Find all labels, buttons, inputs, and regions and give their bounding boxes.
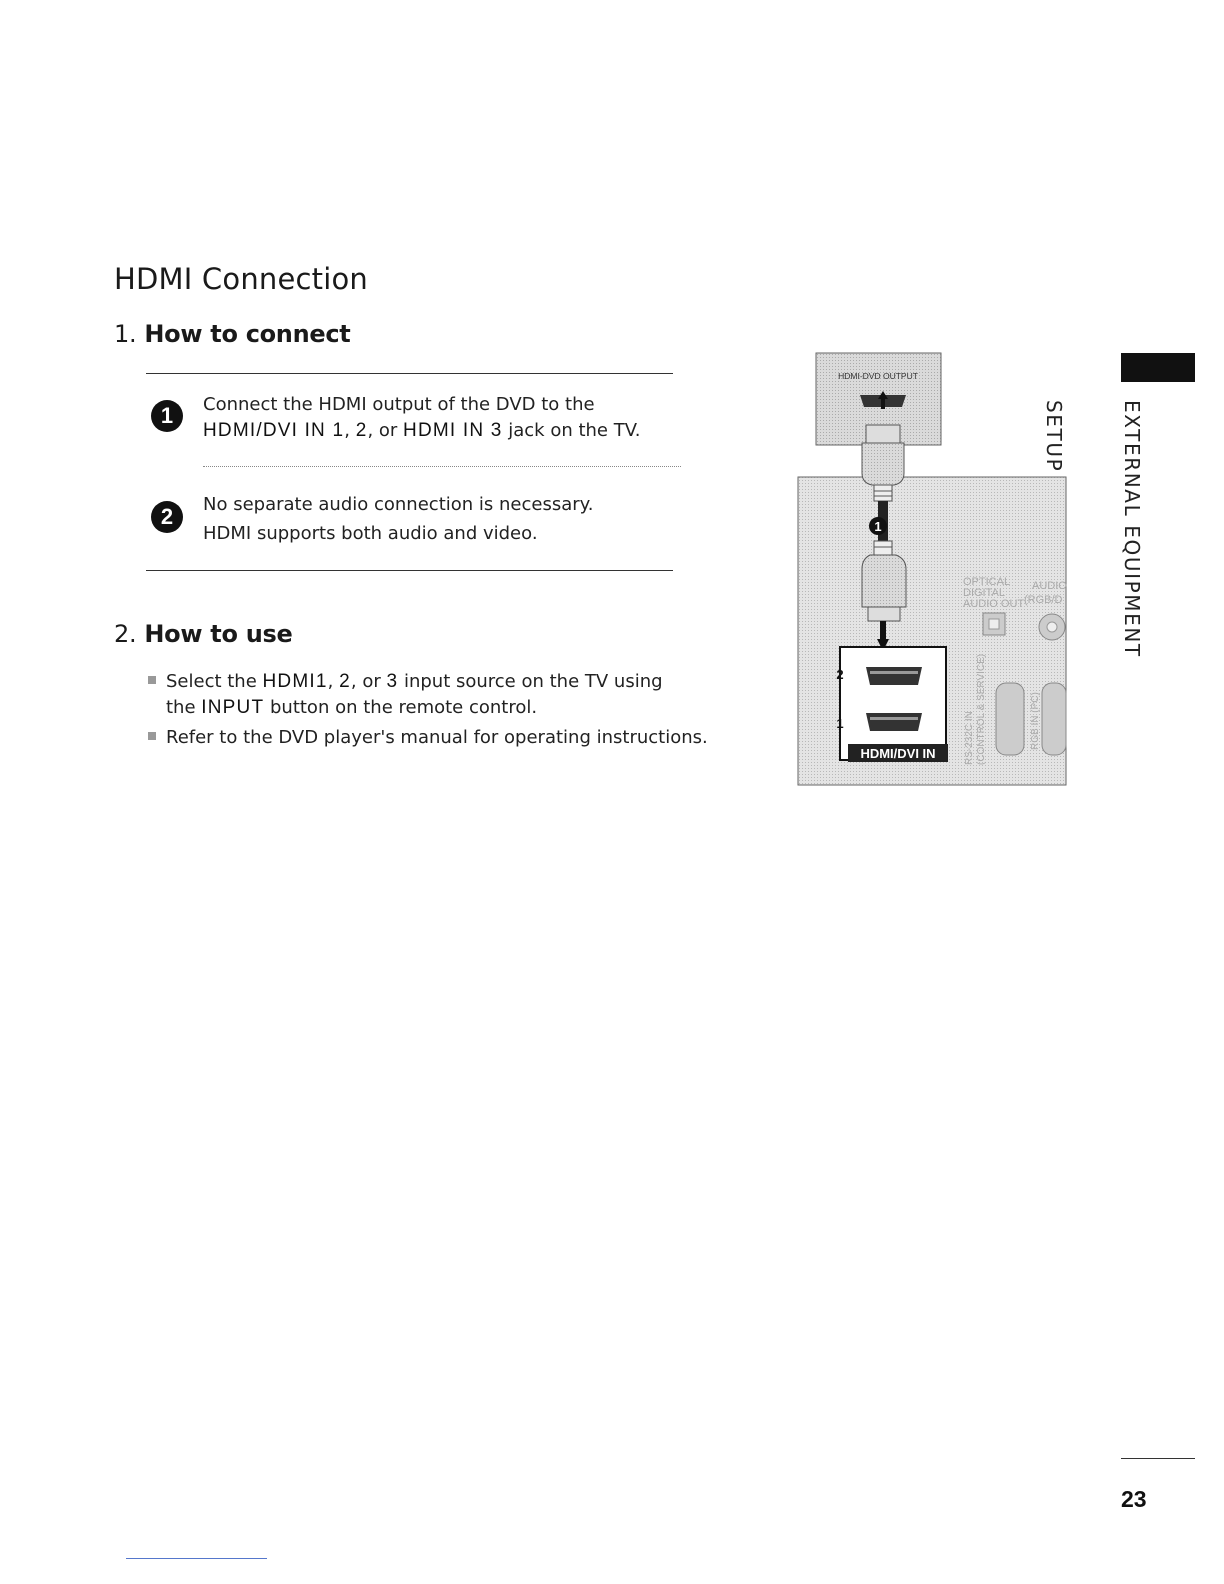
step-marker-2: 2	[151, 501, 183, 533]
hdmi-in-keyword: HDMI IN 3	[403, 420, 503, 441]
bullet-square-icon	[148, 732, 156, 740]
page-number: 23	[1121, 1486, 1147, 1512]
rs232-label: RS-232C IN	[964, 711, 975, 765]
dotted-separator	[203, 466, 681, 467]
svg-text:OPTICAL: OPTICAL	[963, 576, 1011, 588]
list-item-continuation: the INPUT button on the remote control.	[166, 697, 538, 718]
svg-text:DIGITAL: DIGITAL	[963, 587, 1005, 599]
rgb-label: RGB IN (PC)	[1030, 692, 1041, 750]
footer-underline	[126, 1558, 267, 1559]
section-number: 2.	[114, 620, 137, 648]
svg-text:AUDIO: AUDIO	[1032, 580, 1067, 592]
section-heading-text: How to use	[144, 620, 293, 648]
input-keyword: INPUT	[201, 697, 265, 718]
step-2-line-1: No separate audio connection is necessary.	[203, 494, 594, 515]
dvd-output-label: HDMI-DVD OUTPUT	[838, 371, 918, 381]
list-item: Select the HDMI1, 2, or 3 input source on the TV using	[148, 669, 663, 695]
step-1-line-1: Connect the HDMI output of the DVD to the	[203, 394, 595, 415]
step-2-line-2: HDMI supports both audio and video.	[203, 523, 538, 544]
section-heading-connect	[114, 320, 350, 348]
port-1-label: 1	[836, 716, 844, 731]
step-marker-1: 1	[151, 400, 183, 432]
divider-bottom	[146, 570, 673, 571]
hdmi-port-2	[866, 667, 922, 685]
section-heading-use	[114, 620, 292, 648]
cable-step-marker-label: 1	[874, 519, 882, 534]
port-2-label: 2	[836, 667, 844, 682]
hdmi-dvi-in-label: HDMI/DVI IN	[860, 746, 936, 761]
rs232-sub-label: (CONTROL & SERVICE)	[976, 653, 987, 765]
step-1-line-2: HDMI/DVI IN 1, 2, or HDMI IN 3 jack on the TV.	[203, 420, 641, 441]
section-side-label: EXTERNAL EQUIPMENT SETUP	[1042, 400, 1144, 658]
svg-text:(RGB/D: (RGB/D	[1024, 594, 1063, 606]
port-2-keyword: 2	[339, 671, 351, 692]
rgb-pc-port	[1042, 683, 1066, 755]
page-title: HDMI Connection	[114, 262, 369, 296]
bullet-square-icon	[148, 676, 156, 684]
page-number-rule	[1121, 1458, 1195, 1459]
list-item: Refer to the DVD player's manual for operating instructions.	[148, 725, 708, 751]
hdmi-plug-upper	[866, 425, 900, 443]
section-heading-text: How to connect	[144, 320, 351, 348]
section-number: 1.	[114, 320, 137, 348]
port-3-keyword: 3	[386, 671, 399, 692]
hdmi-dvi-in-box	[840, 647, 946, 760]
port-2-keyword: 2	[355, 420, 368, 441]
rs232-port	[996, 683, 1024, 755]
hdmi-port-1	[866, 713, 922, 731]
hdmi-dvi-in-keyword: HDMI/DVI IN 1	[203, 420, 345, 441]
hdmi1-keyword: HDMI1	[262, 671, 328, 692]
svg-text:AUDIO OUT: AUDIO OUT	[963, 598, 1025, 610]
divider-top	[146, 373, 673, 374]
section-tab-marker	[1121, 353, 1195, 382]
